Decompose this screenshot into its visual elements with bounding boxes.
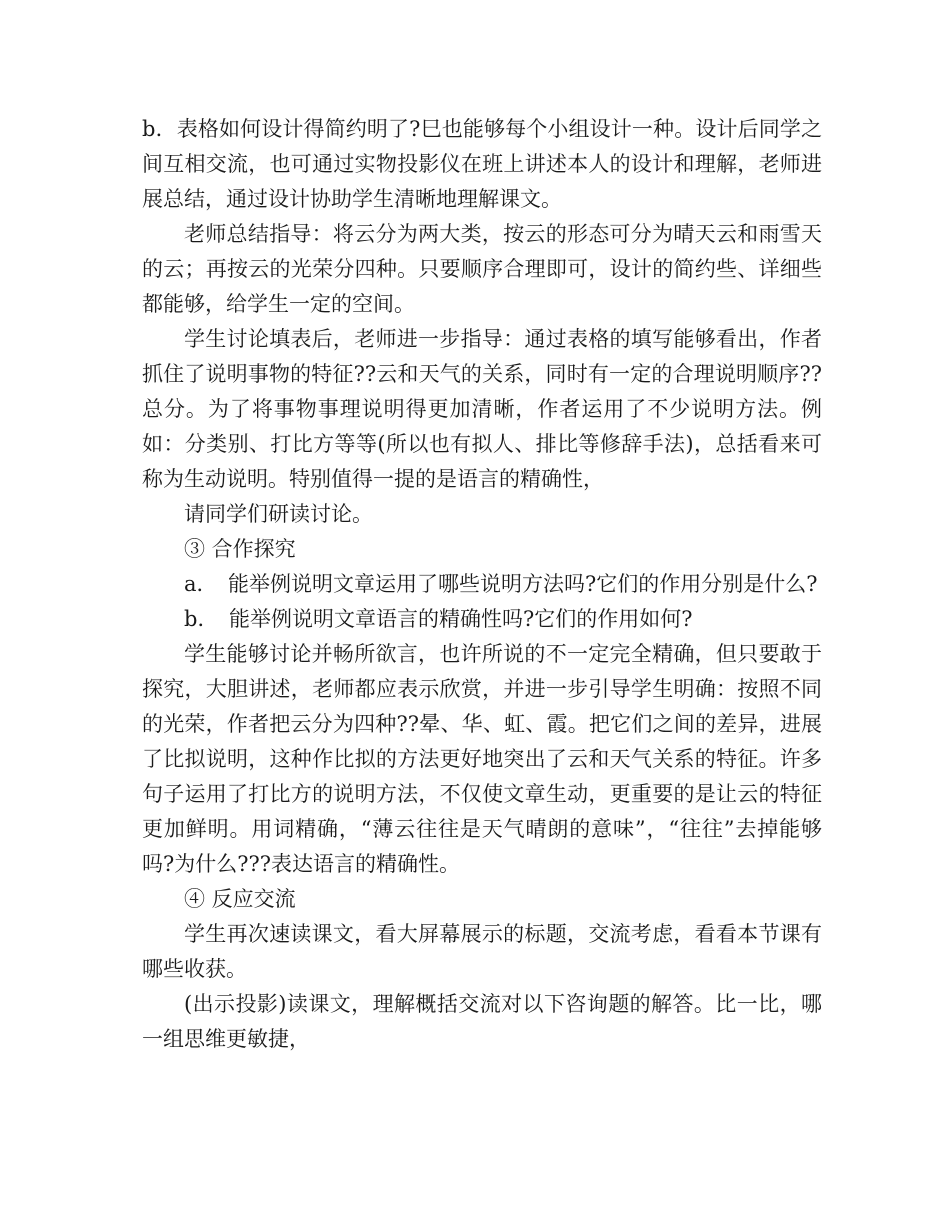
paragraph-reread: 学生再次速读课文，看大屏幕展示的标题，交流考虑，看看本节课有哪些收获。 <box>142 922 822 981</box>
section-heading-feedback: ④ 反应交流 <box>184 887 296 911</box>
paragraph-discussion-guidance: 学生讨论填表后，老师进一步指导：通过表格的填写能够看出，作者抓住了说明事物的特征??云和天气的关系，同时有一定的合理说明顺序??总分。为了将事物事理说明得更加清晰，作者运用了不少说明方法。例如：分类别、打比方等等(所以也有拟人、排比等修辞手法)，总括看来可称为生动说明。特别值得一提的是语言的精确性， <box>142 327 822 491</box>
body-text <box>142 112 822 1057</box>
paragraph-student-discussion: 学生能够讨论并畅所欲言，也许所说的不一定完全精确，但只要敢于探究，大胆讲述，老师都应表示欣赏，并进一步引导学生明确：按照不同的光荣，作者把云分为四种??晕、华、虹、霞。把它们之间的差异，进展了比拟说明，这种作比拟的方法更好地突出了云和天气关系的特征。许多句子运用了打比方的说明方法，不仅使文章生动，更重要的是让云的特征更加鲜明。用词精确，“薄云往往是天气晴朗的意味”，“往往”去掉能够吗?为什么???表达语言的精确性。 <box>142 642 822 876</box>
question-b: b． 能举例说明文章语言的精确性吗?它们的作用如何? <box>184 607 693 631</box>
paragraph-projection: (出示投影)读课文，理解概括交流对以下咨询题的解答。比一比，哪一组思维更敏捷， <box>142 992 822 1051</box>
section-heading-cooperative-inquiry: ③ 合作探究 <box>184 537 296 561</box>
paragraph-teacher-summary: 老师总结指导：将云分为两大类，按云的形态可分为晴天云和雨雪天的云；再按云的光荣分四种。只要顺序合理即可，设计的简约些、详细些都能够，给学生一定的空间。 <box>142 222 822 316</box>
paragraph-study-request: 请同学们研读讨论。 <box>184 502 373 526</box>
paragraph-table-design: b．表格如何设计得简约明了?巳也能够每个小组设计一种。设计后同学之间互相交流，也可通过实物投影仪在班上讲述本人的设计和理解，老师进展总结，通过设计协助学生清晰地理解课文。 <box>142 117 822 211</box>
question-a: a． 能举例说明文章运用了哪些说明方法吗?它们的作用分别是什么? <box>184 572 818 596</box>
